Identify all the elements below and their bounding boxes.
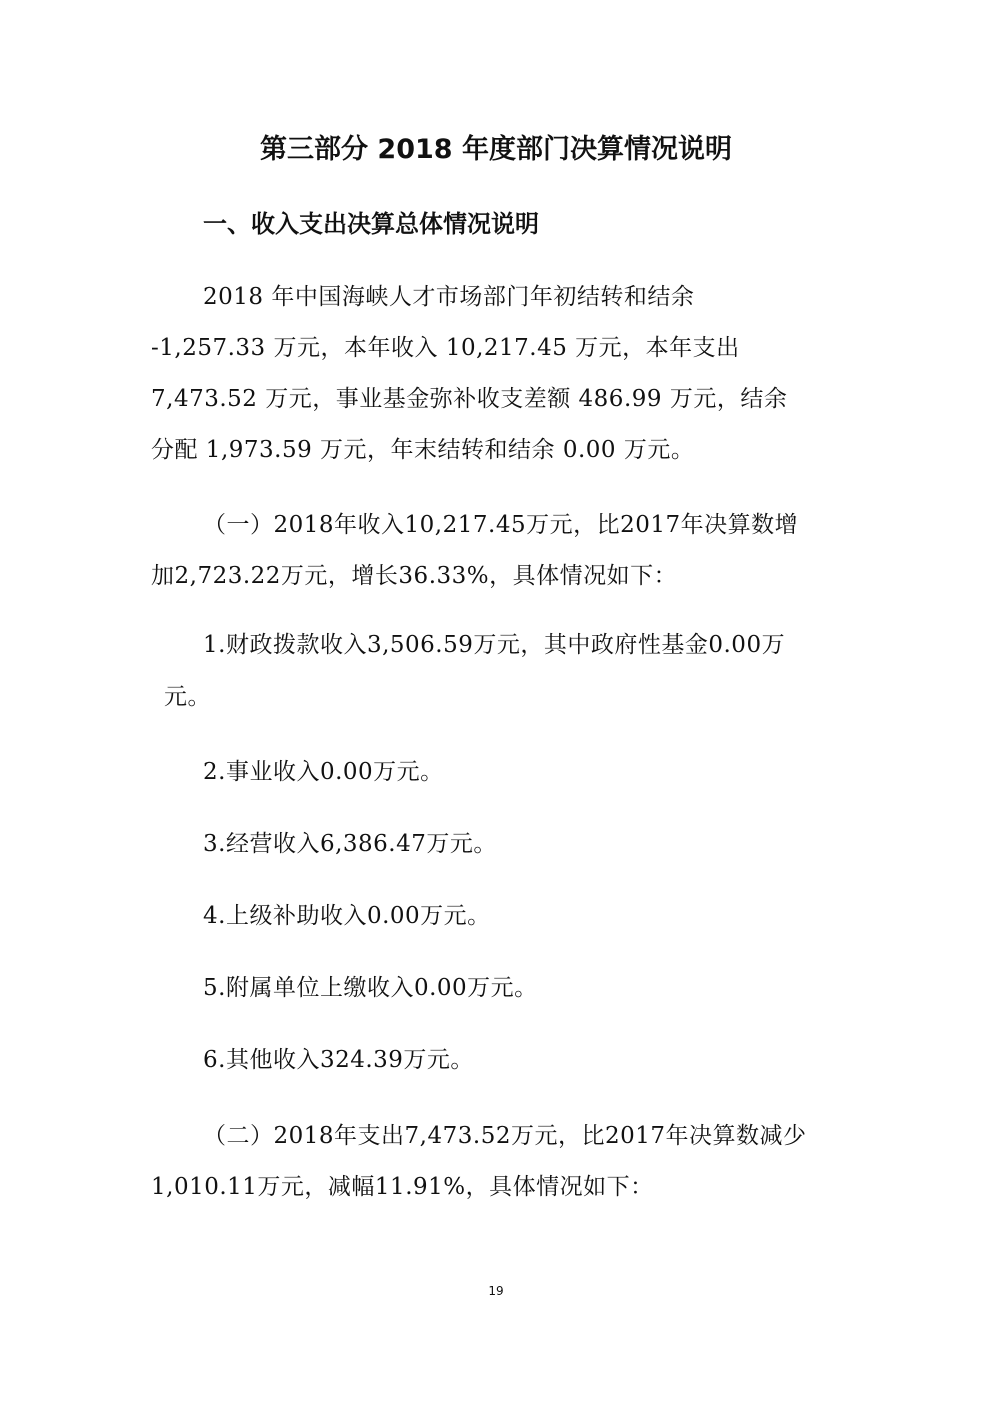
income-item: 3.经营收入6,386.47万元。 [203, 831, 497, 857]
income-item: 4.上级补助收入0.00万元。 [203, 903, 491, 929]
overview-line: 2018 年中国海峡人才市场部门年初结转和结余 [203, 284, 695, 310]
expenditure-summary-line: （二）2018年支出7,473.52万元，比2017年决算数减少 [203, 1123, 807, 1149]
expenditure-summary-line: 1,010.11万元，减幅11.91%，具体情况如下： [151, 1174, 654, 1200]
income-summary-line: （一）2018年收入10,217.45万元，比2017年决算数增 [203, 512, 799, 538]
income-item: 1.财政拨款收入3,506.59万元，其中政府性基金0.00万 [203, 632, 786, 658]
income-item-continuation: 元。 [164, 684, 211, 710]
overview-line: -1,257.33 万元，本年收入 10,217.45 万元，本年支出 [151, 335, 740, 361]
income-item: 2.事业收入0.00万元。 [203, 759, 444, 785]
overview-line: 7,473.52 万元，事业基金弥补收支差额 486.99 万元，结余 [151, 386, 788, 412]
income-item: 5.附属单位上缴收入0.00万元。 [203, 975, 538, 1001]
page-number: 19 [488, 1284, 504, 1298]
section-heading: 一、收入支出决算总体情况说明 [203, 210, 539, 238]
page-title: 第三部分 2018 年度部门决算情况说明 [260, 134, 732, 165]
income-item: 6.其他收入324.39万元。 [203, 1047, 474, 1073]
overview-line: 分配 1,973.59 万元，年末结转和结余 0.00 万元。 [151, 437, 695, 463]
income-summary-line: 加2,723.22万元，增长36.33%，具体情况如下： [151, 563, 678, 589]
